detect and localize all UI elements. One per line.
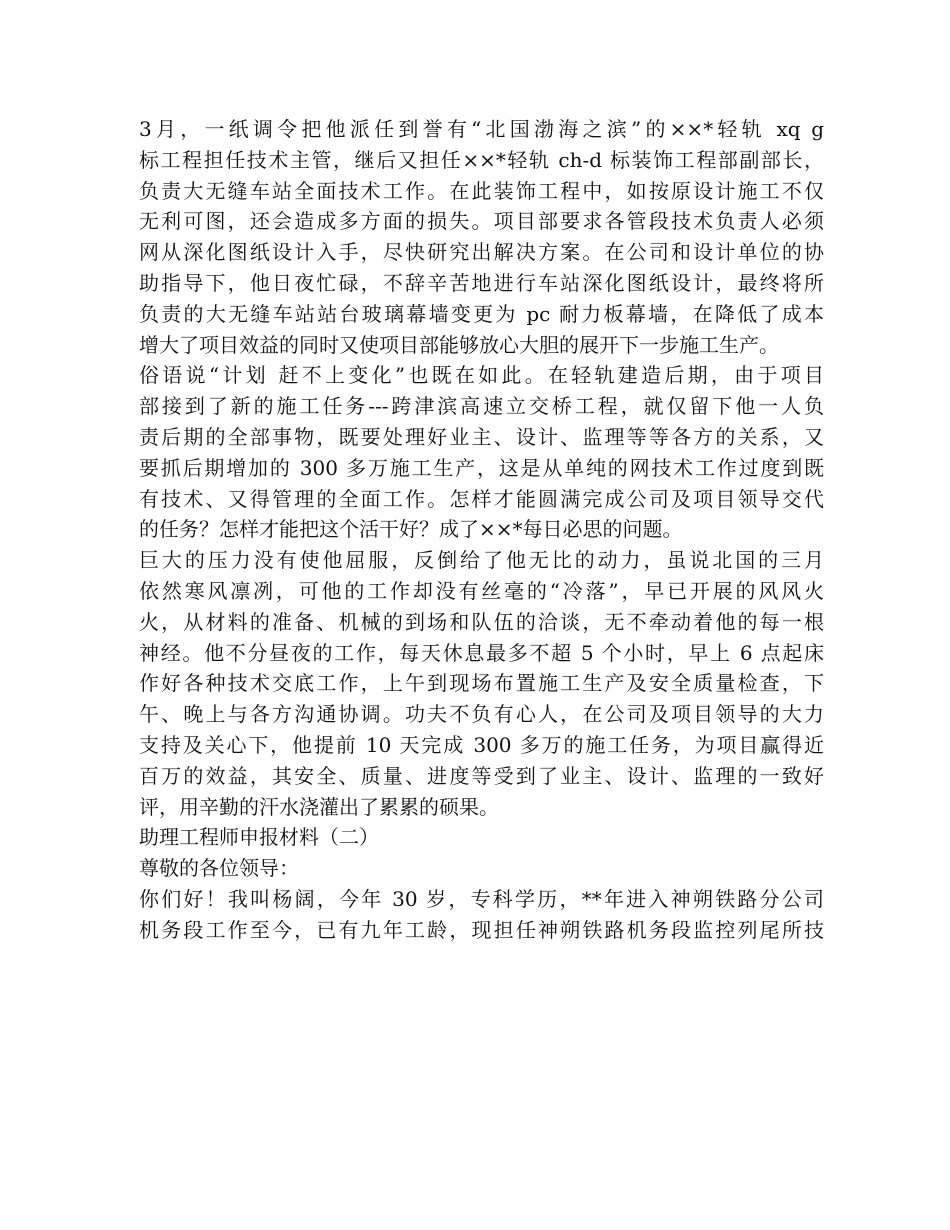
text-line: 火，从材料的准备、机械的到场和队伍的洽谈，无不牵动着他的每一根 (139, 609, 824, 634)
salutation: 尊敬的各位领导： (139, 856, 299, 881)
text-line: 俗语说“计划 赶不上变化”也既在如此。在轻轨建造后期，由于项目 (139, 363, 824, 388)
text-line: 作好各种技术交底工作，上午到现场布置施工生产及安全质量检查，下 (139, 671, 824, 696)
text-line: 部接到了新的施工任务---跨津滨高速立交桥工程，就仅留下他一人负 (139, 394, 824, 419)
text-line: 3月，一纸调令把他派任到誉有“北国渤海之滨”的××*轻轨 xq g (139, 117, 824, 141)
text-line: 依然寒风凛冽，可他的工作却没有丝毫的“冷落”，早已开展的风风火 (139, 578, 824, 603)
text-line: 网从深化图纸设计入手，尽快研究出解决方案。在公司和设计单位的协 (139, 240, 824, 265)
text-line: 标工程担任技术主管，继后又担任××*轻轨 ch-d 标装饰工程部副部长， (139, 147, 824, 172)
text-line: 你们好！我叫杨阔，今年 30 岁，专科学历，**年进入神朔铁路分公司 (139, 886, 824, 911)
text-line: 的任务？怎样才能把这个活干好？成了××*每日必思的问题。 (139, 517, 683, 542)
text-line: 百万的效益，其安全、质量、进度等受到了业主、设计、监理的一致好 (139, 763, 824, 788)
text-line: 负责的大无缝车站站台玻璃幕墙变更为 pc 耐力板幕墙，在降低了成本 (139, 301, 824, 326)
text-line: 增大了项目效益的同时又使项目部能够放心大胆的展开下一步施工生产。 (139, 332, 779, 357)
document-body (139, 114, 824, 946)
text-line: 午、晚上与各方沟通协调。功夫不负有心人，在公司及项目领导的大力 (139, 702, 824, 727)
text-line: 责后期的全部事物，既要处理好业主、设计、监理等等各方的关系，又 (139, 424, 824, 449)
text-line: 助指导下，他日夜忙碌，不辞辛苦地进行车站深化图纸设计，最终将所 (139, 270, 824, 295)
text-line: 机务段工作至今，已有九年工龄，现担任神朔铁路机务段监控列尾所技 (139, 917, 824, 942)
text-line: 支持及关心下，他提前 10 天完成 300 多万的施工任务，为项目赢得近 (139, 732, 824, 757)
text-line: 神经。他不分昼夜的工作，每天休息最多不超 5 个小时，早上 6 点起床 (139, 640, 824, 665)
section-heading: 助理工程师申报材料（二） (139, 825, 379, 850)
text-line: 负责大无缝车站全面技术工作。在此装饰工程中，如按原设计施工不仅 (139, 178, 824, 203)
text-line: 有技术、又得管理的全面工作。怎样才能圆满完成公司及项目领导交代 (139, 486, 824, 511)
text-line: 评，用辛勤的汗水浇灌出了累累的硕果。 (139, 794, 499, 819)
text-line: 巨大的压力没有使他屈服，反倒给了他无比的动力，虽说北国的三月 (139, 548, 824, 573)
text-line: 无利可图，还会造成多方面的损失。项目部要求各管段技术负责人必须 (139, 209, 824, 234)
text-line: 要抓后期增加的 300 多万施工生产，这是从单纯的网技术工作过度到既 (139, 455, 824, 480)
